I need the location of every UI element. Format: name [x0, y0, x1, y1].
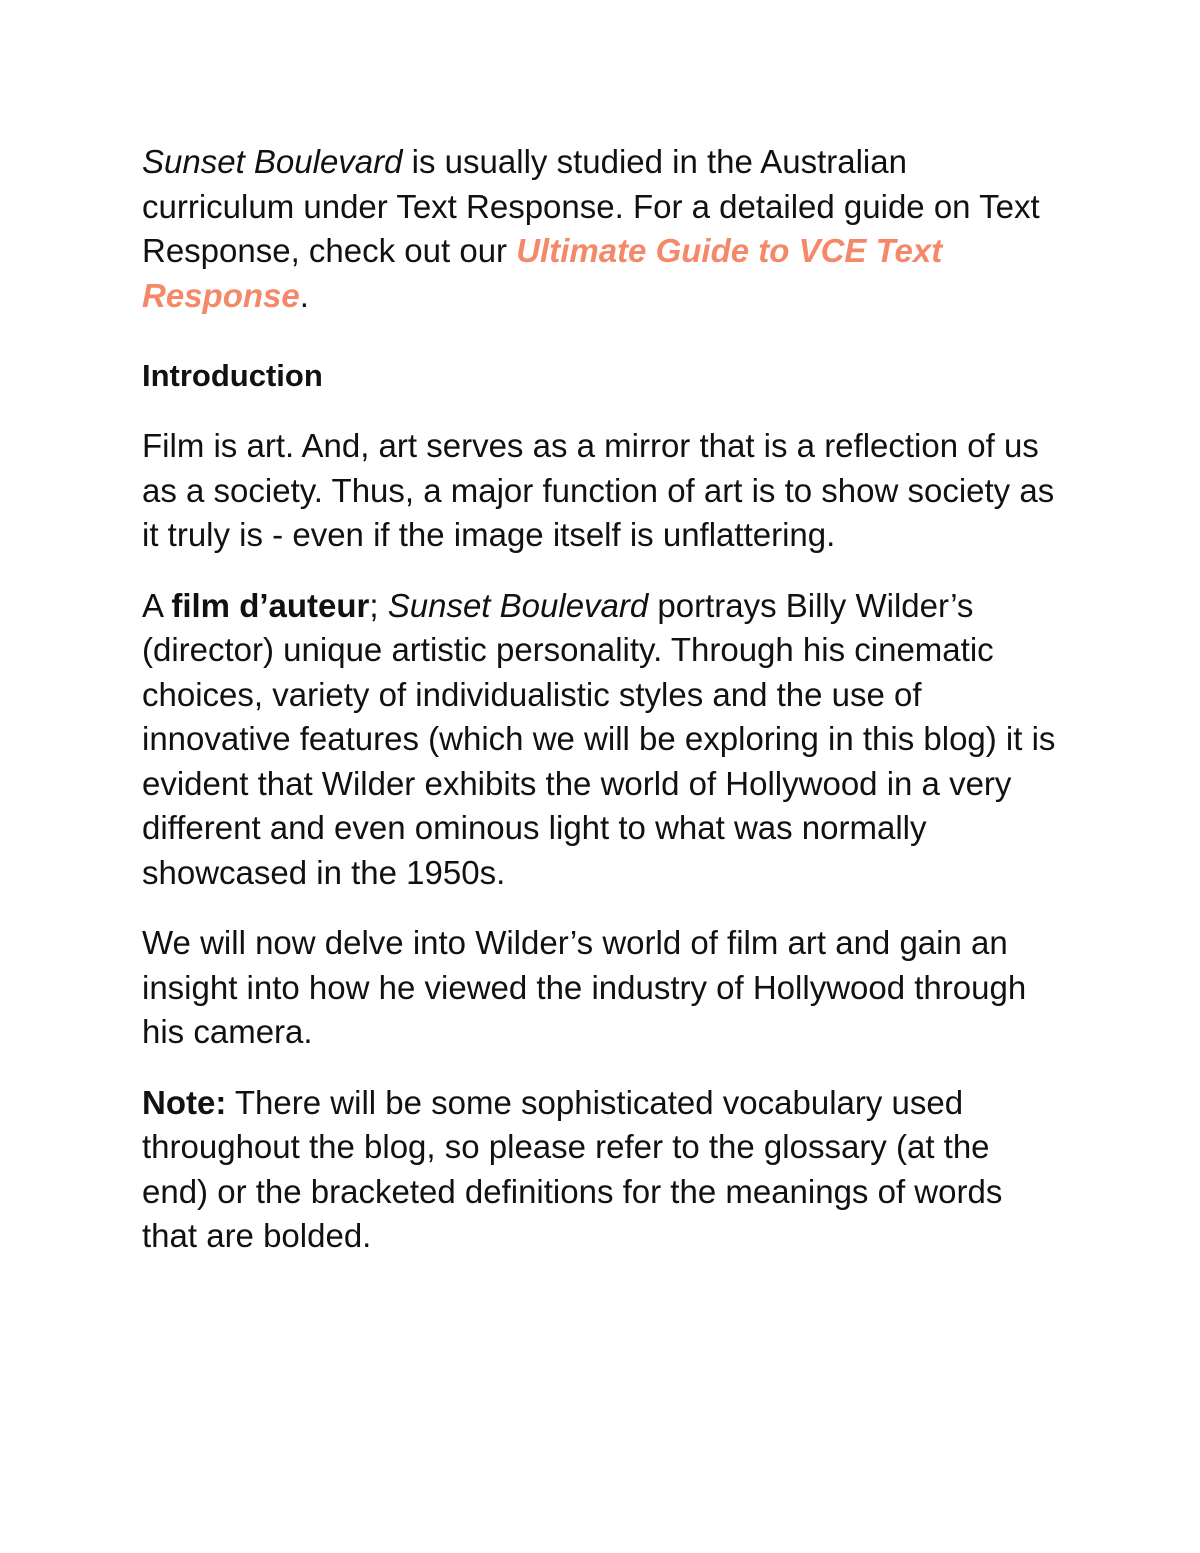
- intro-period: .: [299, 276, 309, 314]
- note-paragraph: [142, 1081, 1062, 1259]
- paragraph-delve: We will now delve into Wilder’s world of film art and gain an insight into how he viewed the industry of Hollywood through his camera.: [142, 924, 1027, 1050]
- film-title-italic: Sunset Boulevard: [387, 586, 649, 624]
- section-heading-introduction: Introduction: [142, 358, 323, 393]
- auteur-separator: ;: [369, 586, 388, 624]
- ultimate-guide-link[interactable]: Ultimate Guide to VCE Text Response: [142, 232, 943, 314]
- paragraph-film-art: Film is art. And, art serves as a mirror that is a reflection of us as a society. Thus, a major function of art is to show society as it truly is - even if the image itself is unflattering.: [142, 427, 1055, 553]
- paragraph-auteur: [142, 584, 1062, 896]
- note-label: Note:: [142, 1083, 227, 1121]
- note-text: There will be some sophisticated vocabulary used throughout the blog, so please refer to the glossary (at the end) or the bracketed definitions for the meanings of words that are bolded.: [142, 1083, 1003, 1254]
- auteur-text-body: portrays Billy Wilder’s (director) unique artistic personality. Through his cinematic choices, variety of individualistic styles and the use of innovative features (which we will be exploring in this blog) it is evident that Wilder exhibits the world of Hollywood in a very different and even ominous light to what was normally showcased in the 1950s.: [142, 586, 1056, 891]
- intro-paragraph: [142, 140, 1062, 318]
- film-title-italic: Sunset Boulevard: [142, 143, 403, 180]
- bold-term-film-dauteur: film d’auteur: [171, 586, 370, 624]
- document-body: [142, 140, 1062, 1285]
- auteur-text-prefix: A: [142, 586, 172, 624]
- intro-text: is usually studied in the Australian curriculum under Text Response. For a detailed guide on Text Response, check out our: [142, 143, 1040, 269]
